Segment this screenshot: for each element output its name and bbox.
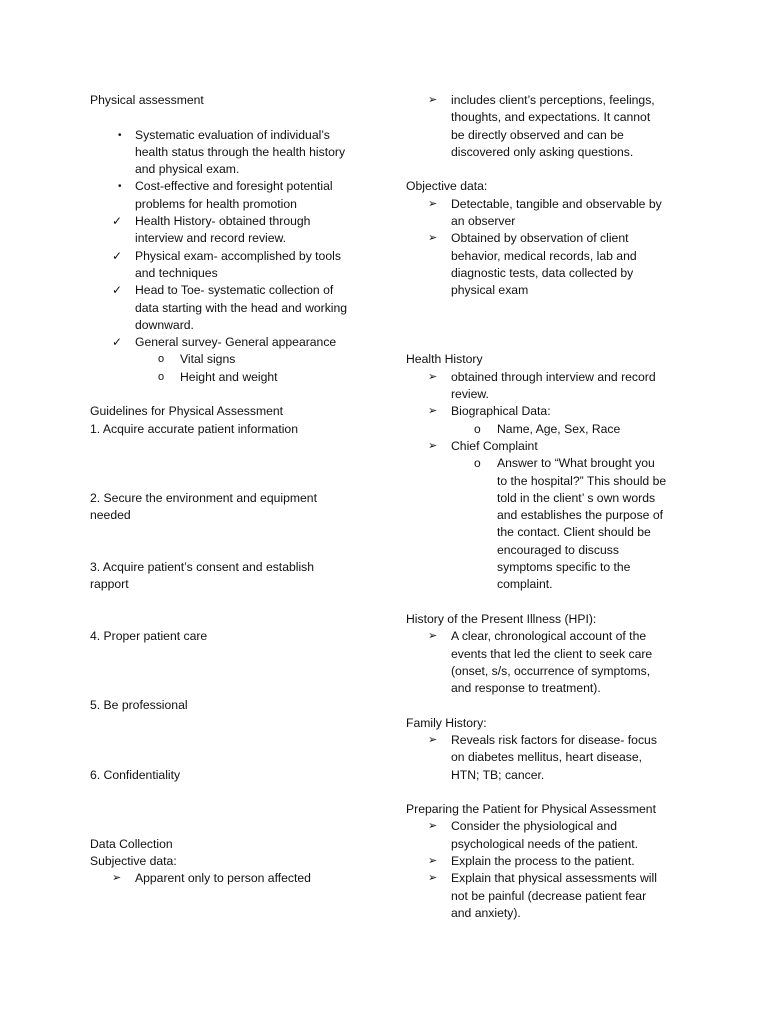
- text-line: data starting with the head and working: [135, 300, 348, 315]
- sub-item: [406, 455, 681, 593]
- checkmark-icon: ✓: [112, 214, 123, 229]
- bullet-item: [90, 178, 360, 213]
- arrow-bullet-icon: ➢: [428, 630, 438, 643]
- subjective-heading: Subjective data:: [90, 854, 177, 869]
- text-line: Consider the physiological and: [451, 819, 617, 834]
- text-line: Vital signs: [180, 352, 236, 367]
- text-line: 6. Confidentiality: [90, 767, 181, 782]
- check-item: [90, 213, 360, 248]
- arrow-item: [406, 870, 681, 922]
- bullet-icon: •: [118, 129, 122, 141]
- preparing-heading: Preparing the Patient for Physical Assessment: [406, 802, 656, 817]
- arrow-item: [406, 403, 681, 420]
- text-line: psychological needs of the patient.: [451, 836, 639, 851]
- text-line: Height and weight: [180, 369, 278, 384]
- check-item: [90, 334, 360, 351]
- text-line: events that led the client to seek care: [451, 646, 653, 661]
- text-line: 2. Secure the environment and equipment: [90, 490, 317, 505]
- text-line: complaint.: [497, 577, 553, 592]
- text-line: 5. Be professional: [90, 698, 188, 713]
- family-history-heading: Family History:: [406, 715, 487, 730]
- sub-item: [90, 351, 360, 368]
- text-line: behavior, medical records, lab and: [451, 248, 637, 263]
- continued-item: [406, 92, 681, 161]
- check-list: [90, 213, 360, 351]
- text-line: needed: [90, 508, 131, 523]
- hpi-heading: History of the Present Illness (HPI):: [406, 611, 597, 626]
- text-line: Health History- obtained through: [135, 214, 311, 229]
- text-line: and techniques: [135, 265, 218, 280]
- text-line: not be painful (decrease patient fear: [451, 888, 647, 903]
- right-column: [406, 92, 681, 922]
- arrow-item: [406, 230, 681, 299]
- arrow-item: [406, 438, 681, 455]
- arrow-item: [406, 92, 681, 161]
- data-collection-heading: Data Collection: [90, 836, 173, 851]
- arrow-bullet-icon: ➢: [428, 232, 438, 245]
- text-line: and physical exam.: [135, 162, 240, 177]
- guideline-item: [90, 697, 360, 714]
- text-line: problems for health promotion: [135, 196, 297, 211]
- arrow-bullet-icon: ➢: [428, 733, 438, 746]
- left-column: [90, 92, 360, 888]
- text-line: and anxiety).: [451, 905, 521, 920]
- text-line: Biographical Data:: [451, 404, 551, 419]
- arrow-item: [406, 818, 681, 853]
- sub-item: [90, 369, 360, 386]
- check-item: [90, 282, 360, 334]
- arrow-item: [406, 628, 681, 697]
- text-line: 1. Acquire accurate patient information: [90, 421, 298, 436]
- family-history-item: [406, 732, 681, 784]
- text-line: Detectable, tangible and observable by: [451, 196, 662, 211]
- check-item: [90, 248, 360, 283]
- hpi-item: [406, 628, 681, 697]
- sub-list: [90, 351, 360, 386]
- guideline-item: [90, 628, 360, 645]
- arrow-bullet-icon: ➢: [428, 370, 438, 383]
- arrow-bullet-icon: ➢: [428, 94, 438, 106]
- guidelines-list: [90, 421, 360, 836]
- preparing-list: [406, 818, 681, 922]
- circle-bullet-icon: o: [158, 370, 165, 383]
- text-line: diagnostic tests, data collected by: [451, 265, 634, 280]
- text-line: A clear, chronological account of the: [451, 629, 647, 644]
- objective-heading: Objective data:: [406, 179, 488, 194]
- text-line: be directly observed and can be: [451, 127, 624, 142]
- text-line: told in the client’ s own words: [497, 490, 656, 505]
- text-line: Physical exam- accomplished by tools: [135, 248, 341, 263]
- text-line: Obtained by observation of client: [451, 231, 629, 246]
- health-history-heading: Health History: [406, 352, 483, 367]
- text-line: to the hospital?” This should be: [497, 473, 667, 488]
- guideline-item: [90, 490, 360, 525]
- text-line: physical exam: [451, 283, 529, 298]
- text-line: (onset, s/s, occurrence of symptoms,: [451, 663, 651, 678]
- guideline-item: [90, 421, 360, 438]
- arrow-bullet-icon: ➢: [112, 872, 122, 885]
- bullet-list: [90, 127, 360, 213]
- text-line: downward.: [135, 317, 194, 332]
- circle-bullet-icon: o: [474, 421, 481, 436]
- arrow-item: [406, 369, 681, 404]
- bullet-icon: •: [118, 181, 122, 193]
- arrow-bullet-icon: ➢: [428, 439, 438, 452]
- guideline-item: [90, 559, 360, 594]
- text-line: health status through the health history: [135, 144, 346, 159]
- text-line: Cost-effective and foresight potential: [135, 179, 333, 194]
- text-line: Head to Toe- systematic collection of: [135, 283, 334, 298]
- text-line: the contact. Client should be: [497, 525, 651, 540]
- checkmark-icon: ✓: [112, 248, 123, 263]
- text-line: review.: [451, 387, 489, 402]
- guideline-item: [90, 767, 360, 784]
- text-line: an observer: [451, 214, 516, 229]
- bio-sub-item: [406, 421, 681, 594]
- arrow-item: [406, 853, 681, 870]
- guidelines-heading: Guidelines for Physical Assessment: [90, 404, 284, 419]
- text-line: Reveals risk factors for disease- focus: [451, 732, 657, 747]
- health-history-list: [406, 369, 681, 421]
- arrow-bullet-icon: ➢: [428, 872, 438, 885]
- text-line: discovered only asking questions.: [451, 144, 634, 159]
- arrow-bullet-icon: ➢: [428, 855, 438, 868]
- checkmark-icon: ✓: [112, 335, 123, 350]
- text-line: thoughts, and expectations. It cannot: [451, 110, 651, 125]
- circle-bullet-icon: o: [158, 353, 165, 366]
- text-line: and response to treatment).: [451, 681, 601, 696]
- text-line: Explain the process to the patient.: [451, 854, 635, 869]
- sub-item: [406, 421, 681, 438]
- arrow-item: [406, 732, 681, 784]
- arrow-item: [406, 196, 681, 231]
- text-line: Chief Complaint: [451, 438, 538, 453]
- checkmark-icon: ✓: [112, 283, 123, 298]
- text-line: Answer to “What brought you: [497, 456, 655, 471]
- text-line: symptoms specific to the: [497, 560, 631, 575]
- text-line: interview and record review.: [135, 231, 287, 246]
- text-line: Systematic evaluation of individual’s: [135, 127, 330, 142]
- objective-list: [406, 196, 681, 300]
- text-line: encouraged to discuss: [497, 542, 619, 557]
- text-line: 3. Acquire patient’s consent and establish: [90, 560, 315, 575]
- arrow-bullet-icon: ➢: [428, 820, 438, 833]
- circle-bullet-icon: o: [474, 456, 481, 471]
- bullet-item: [90, 127, 360, 179]
- text-line: General survey- General appearance: [135, 335, 337, 350]
- text-line: obtained through interview and record: [451, 369, 656, 384]
- text-line: on diabetes mellitus, heart disease,: [451, 750, 643, 765]
- text-line: 4. Proper patient care: [90, 629, 208, 644]
- text-line: includes client’s perceptions, feelings,: [451, 93, 655, 107]
- text-line: rapport: [90, 577, 129, 592]
- subjective-item: ➢ Apparent only to person affected: [90, 870, 360, 887]
- text-line: Name, Age, Sex, Race: [497, 421, 621, 436]
- text-line: HTN; TB; cancer.: [451, 767, 545, 782]
- section-heading-physical-assessment: Physical assessment: [90, 93, 204, 107]
- arrow-bullet-icon: ➢: [428, 197, 438, 210]
- arrow-bullet-icon: ➢: [428, 405, 438, 418]
- text-line: Explain that physical assessments will: [451, 871, 657, 886]
- text-line: and establishes the purpose of: [497, 508, 664, 523]
